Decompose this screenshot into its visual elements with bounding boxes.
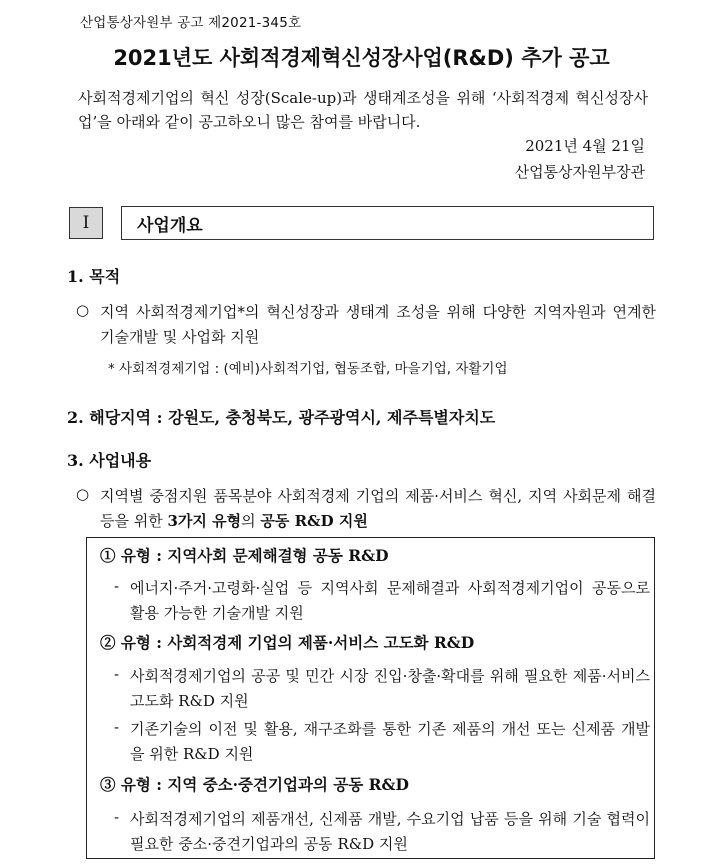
- regions-heading: 2. 해당지역 : 강원도, 충청북도, 광주광역시, 제주특별자치도: [67, 408, 496, 427]
- section-title-box: [121, 206, 654, 240]
- purpose-note: * 사회적경제기업 : (예비)사회적기업, 협동조합, 마을기업, 자활기업: [108, 361, 508, 377]
- type-1-dash: -: [114, 577, 120, 595]
- page-title: 2021년도 사회적경제혁신성장사업(R&D) 추가 공고: [113, 46, 610, 70]
- type-2-item-1: 사회적경제기업의 공공 및 민간 시장 진입·창출·확대를 위해 필요한 제품·서비스 고도화 R&D 지원: [130, 667, 650, 710]
- type-2-dash-1: -: [114, 665, 120, 683]
- type-2-item-2: 기존기술의 이전 및 활용, 재구조화를 통한 기존 제품의 개선 또는 신제품 개발을 위한 R&D 지원: [130, 720, 650, 763]
- content-heading: 3. 사업내용: [67, 451, 152, 470]
- type-2-title: ② 유형 : 사회적경제 기업의 제품·서비스 고도화 R&D: [100, 633, 475, 652]
- content-text-plain2: 의: [241, 512, 261, 530]
- purpose-heading: 1. 목적: [67, 267, 121, 286]
- signer: 산업통상자원부장관: [514, 163, 645, 181]
- content-text: [100, 484, 656, 534]
- section-title: 사업개요: [137, 215, 203, 236]
- type-1-title: ① 유형 : 지역사회 문제해결형 공동 R&D: [100, 546, 389, 565]
- content-text-plain: 지역별 중점지원 품목분야 사회적경제 기업의 제품·서비스 혁신, 지역 사회문제 해결 등을 위한: [100, 487, 656, 530]
- purpose-bullet: ○: [76, 301, 90, 319]
- type-3-title: ③ 유형 : 지역 중소·중견기업과의 공동 R&D: [100, 775, 409, 794]
- section-number-box: [69, 207, 103, 239]
- intro-paragraph: 사회적경제기업의 혁신 성장(Scale-up)과 생태계조성을 위해 ‘사회적경제 혁신성장사업’을 아래와 같이 공고하오니 많은 참여를 바랍니다.: [78, 89, 648, 131]
- content-bullet: ○: [76, 485, 90, 503]
- content-text-bold2: 공동 R&D 지원: [260, 512, 368, 530]
- type-2-dash-2: -: [114, 718, 120, 736]
- section-number: I: [82, 213, 90, 233]
- type-3-dash: -: [114, 808, 120, 826]
- announcement-date: 2021년 4월 21일: [525, 137, 645, 155]
- type-1-item-1: 에너지·주거·고령화·실업 등 지역사회 문제해결과 사회적경제기업이 공동으로 활용 가능한 기술개발 지원: [130, 579, 650, 622]
- type-3-item-1: 사회적경제기업의 제품개선, 신제품 개발, 수요기업 납품 등을 위해 기술 협력이 필요한 중소·중견기업과의 공동 R&D 지원: [130, 810, 650, 853]
- announcement-number: 산업통상자원부 공고 제2021-345호: [80, 15, 302, 31]
- purpose-text: 지역 사회적경제기업*의 혁신성장과 생태계 조성을 위해 다양한 지역자원과 연계한 기술개발 및 사업화 지원: [100, 303, 656, 346]
- content-text-bold: 3가지 유형: [167, 512, 242, 530]
